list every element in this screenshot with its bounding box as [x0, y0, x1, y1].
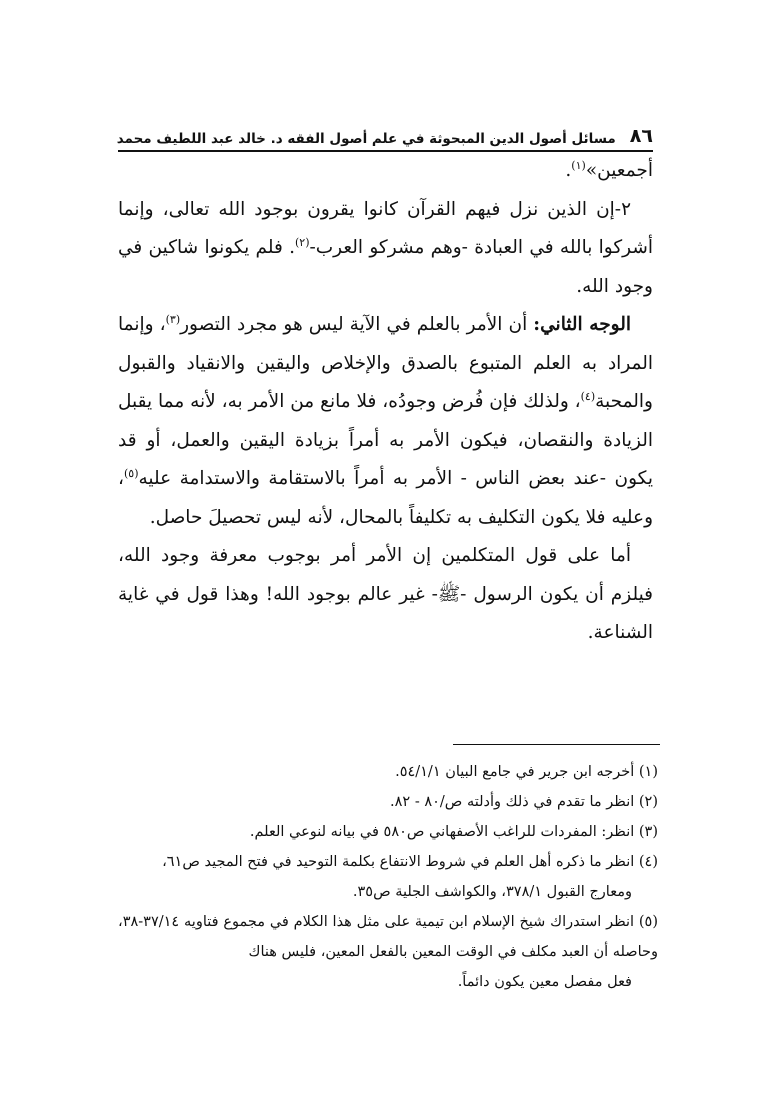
- paragraph-second-aspect: [118, 306, 653, 537]
- text-run: أما على قول المتكلمين إن الأمر أمر بوجوب معرفة وجود الله، فيلزم أن يكون الرسول -ﷺ- غير عالم بوجود الله! وهذا قول في غاية الشناعة.: [118, 545, 653, 643]
- footnote-separator: [453, 744, 660, 745]
- text-run: أجمعين»: [585, 160, 653, 181]
- footnote-ref-4: (٤): [580, 389, 596, 403]
- text-run: . فلم يكونوا شاكين في وجود الله.: [118, 237, 653, 297]
- footnote-5-continuation: فعل مفصل معين يكون دائماً.: [457, 974, 632, 990]
- section-lead: الوجه الثاني:: [533, 314, 631, 335]
- text-run: أن الأمر بالعلم في الآية ليس هو مجرد التصور: [180, 314, 534, 335]
- page-number: ٨٦: [629, 125, 653, 147]
- footnotes: [118, 757, 658, 997]
- text-run: ، وإنما المراد به العلم المتبوع بالصدق والإخلاص واليقين والانقياد والقبول والمحبة: [118, 314, 653, 412]
- paragraph-point-2: [118, 191, 653, 307]
- text-run: ، وعليه فلا يكون التكليف به تكليفاً بالمحال، لأنه ليس تحصيلَ حاصل.: [118, 468, 653, 528]
- running-title: مسائل أصول الدين المبحوثة في علم أصول الفقه د. خالد عبد اللطيف محمد: [116, 131, 616, 147]
- text-run: ٢-إن الذين نزل فيهم القرآن كانوا يقرون بوجود الله تعالى، وإنما أشركوا بالله في العبادة -وهم مشركو العرب-: [118, 198, 654, 258]
- footnote-5-text: (٥) انظر استدراك شيخ الإسلام ابن تيمية على مثل هذا الكلام في مجموع فتاويه ٣٧/١٤-٣٨، وحاصله أن العبد مكلف في الوقت المعين بالفعل المعين، فليس هناك: [118, 914, 658, 960]
- text-run: ، ولذلك فإن فُرض وجودُه، فلا مانع من الأمر به، لأنه مما يقبل الزيادة والنقصان، فيكون الأمر به أمراً بزيادة اليقين والعمل، أو قد يكون -عند بعض الناس - الأمر به أمراً بالاستقامة والاستدامة عليه: [118, 391, 653, 489]
- footnote-1: (١) أخرجه ابن جرير في جامع البيان ٥٤/١/١.: [395, 764, 658, 780]
- footnote-ref-5: (٥): [123, 466, 139, 480]
- footnote-3: (٣) انظر: المفردات للراغب الأصفهاني ص٥٨٠ في بيانه لنوعي العلم.: [249, 824, 658, 840]
- footnote-ref-1: (١): [571, 158, 586, 172]
- page-header: [118, 120, 653, 152]
- footnote-4: [118, 847, 658, 907]
- footnote-ref-3: (٣): [165, 312, 181, 326]
- footnote-5: [118, 907, 658, 997]
- footnote-4-text: (٤) انظر ما ذكره أهل العلم في شروط الانتفاع بكلمة التوحيد في فتح المجيد ص٦١،: [162, 854, 658, 870]
- main-text: [118, 152, 653, 653]
- footnote-4-continuation: ومعارج القبول ٣٧٨/١، والكواشف الجلية ص٣٥.: [352, 884, 632, 900]
- paragraph-theologians: [118, 537, 653, 653]
- paragraph-continuation: [118, 152, 653, 191]
- footnote-2: (٢) انظر ما تقدم في ذلك وأدلته ص/٨٠ - ٨٢.: [390, 794, 658, 810]
- footnote-ref-2: (٢): [294, 235, 310, 249]
- text-run: .: [565, 160, 572, 181]
